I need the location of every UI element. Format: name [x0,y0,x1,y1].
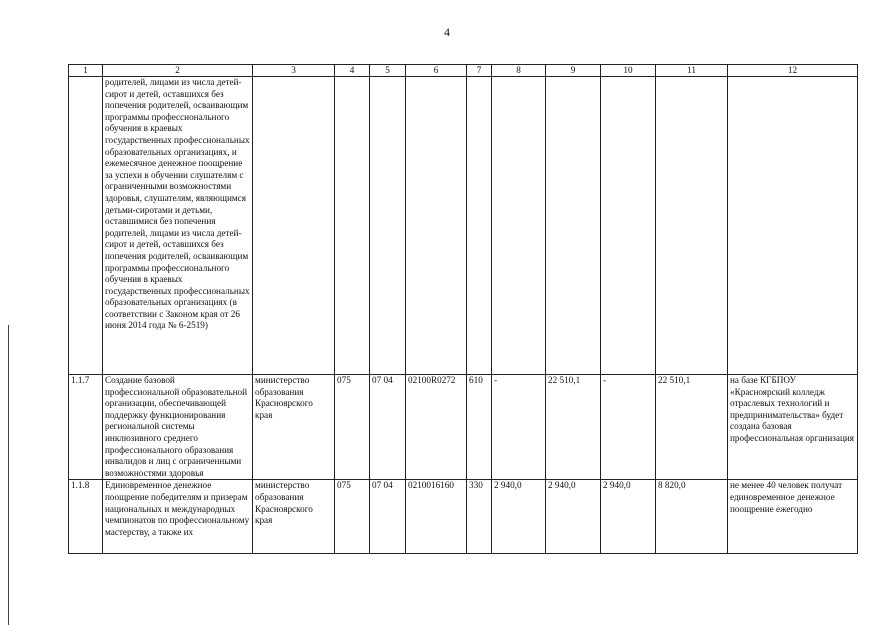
total-cell: 22 510,1 [656,375,728,480]
csr-cell: 02100R0272 [406,375,467,480]
total-cell: 8 820,0 [656,480,728,554]
year3-cell: - [601,375,656,480]
year2-cell [546,77,601,375]
vr-cell [467,77,492,375]
column-header: 7 [467,65,492,77]
column-header: 10 [601,65,656,77]
column-header: 5 [370,65,406,77]
year1-cell: - [492,375,546,480]
description-cell: родителей, лицами из числа детей-сирот и детей, оставшихся без попечения родителей, осваивающим программы профессионального обучения в краевых государственных профессиональных образовательных организациях, и ежемесячное денежное поощрение за успехи в обучении слушателям с ограниченными возможностями здоровья, слушателям, являющимся детьми-сиротами и детьми, оставшимися без попечения родителей, лицами из числа детей-сирот и детей, оставшихся без попечения родителей, осваивающим программы профессионального обучения в краевых государственных профессиональных образовательных организациях (в соответствии с Законом края от 26 июня 2014 года № 6-2519) [103,77,253,375]
year1-cell: 2 940,0 [492,480,546,554]
budget-table [68,64,858,554]
executor-cell: министерство образования Красноярского края [253,375,335,480]
csr-cell [406,77,467,375]
column-header: 12 [728,65,858,77]
grbs-cell: 075 [335,375,370,480]
column-header: 9 [546,65,601,77]
column-header: 2 [103,65,253,77]
description-cell: Единовременное денежное поощрение победителям и призерам национальных и международных чемпионатов по профессиональному мастерству, а также их [103,480,253,554]
grbs-cell [335,77,370,375]
year3-cell: 2 940,0 [601,480,656,554]
row-number-cell: 1.1.7 [69,375,103,480]
grbs-cell: 075 [335,480,370,554]
column-header: 3 [253,65,335,77]
csr-cell: 0210016160 [406,480,467,554]
row-number-cell [69,77,103,375]
column-header: 4 [335,65,370,77]
vr-cell: 610 [467,375,492,480]
vr-cell: 330 [467,480,492,554]
result-cell [728,77,858,375]
margin-rule [8,325,9,625]
table-row [69,480,858,554]
executor-cell [253,77,335,375]
result-cell: не менее 40 человек получат единовременное денежное поощрение ежегодно [728,480,858,554]
year3-cell [601,77,656,375]
total-cell [656,77,728,375]
header-row [69,65,858,77]
column-header: 11 [656,65,728,77]
column-header: 6 [406,65,467,77]
column-header: 1 [69,65,103,77]
year2-cell: 2 940,0 [546,480,601,554]
result-cell: на базе КГБПОУ «Красноярский колледж отраслевых технологий и предпринимательства» будет создана базовая профессиональная организация [728,375,858,480]
rzpr-cell: 07 04 [370,480,406,554]
rzpr-cell: 07 04 [370,375,406,480]
rzpr-cell [370,77,406,375]
description-cell: Создание базовой профессиональной образовательной организации, обеспечивающей поддержку функционирования региональной системы инклюзивного среднего профессионального образования инвалидов и лиц с ограниченными возможностями здоровья [103,375,253,480]
year2-cell: 22 510,1 [546,375,601,480]
row-number-cell: 1.1.8 [69,480,103,554]
table-row [69,375,858,480]
year1-cell [492,77,546,375]
executor-cell: министерство образования Красноярского края [253,480,335,554]
column-header: 8 [492,65,546,77]
table-row [69,77,858,375]
page-number: 4 [444,25,450,39]
